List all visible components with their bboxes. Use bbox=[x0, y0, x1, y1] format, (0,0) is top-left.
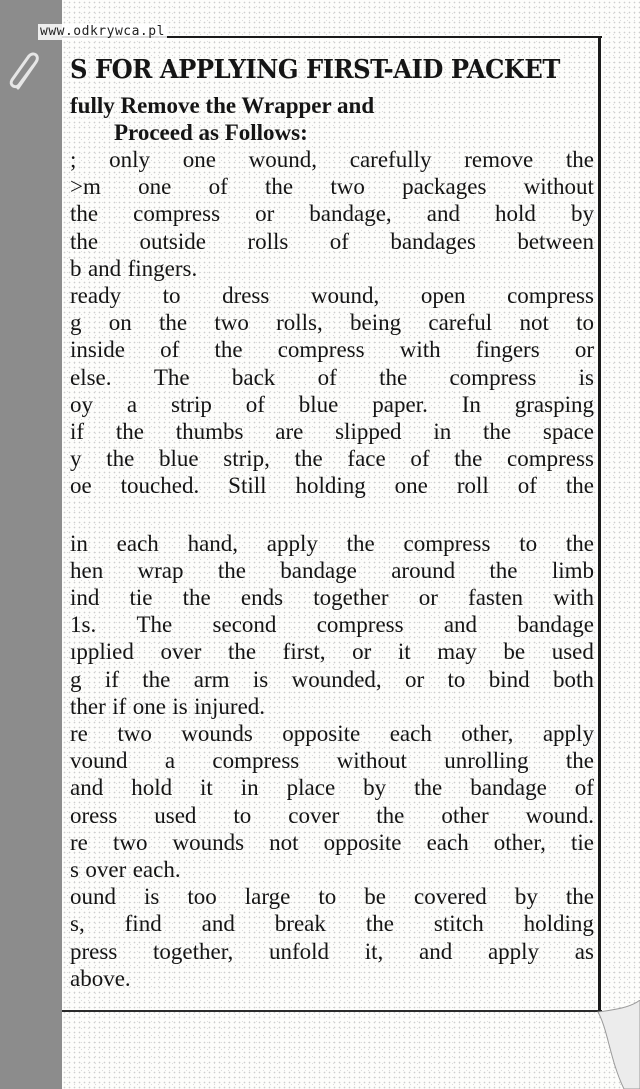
text-line: inside of the compress with fingers or bbox=[70, 337, 594, 363]
text-line: hen wrap the bandage around the limb bbox=[70, 557, 594, 583]
text-line: else. The back of the compress is bbox=[70, 364, 594, 390]
viewer-side-panel[interactable] bbox=[0, 0, 63, 1089]
text-line: in each hand, apply the compress to the bbox=[70, 530, 594, 556]
text-line: >m one of the two packages without bbox=[70, 174, 594, 200]
article-subtitle-line: Proceed as Follows: bbox=[114, 120, 308, 145]
text-line: s, find and break the stitch holding bbox=[70, 911, 594, 937]
paragraph-2 bbox=[70, 530, 594, 992]
text-line: if the thumbs are slipped in the space bbox=[70, 419, 594, 445]
text-line: press together, unfold it, and apply as bbox=[70, 938, 594, 964]
text-line: oress used to cover the other wound. bbox=[70, 802, 594, 828]
text-line: ; only one wound, carefully remove the bbox=[70, 147, 594, 172]
page-curl bbox=[590, 1000, 640, 1089]
text-line: ther if one is injured. bbox=[70, 693, 266, 719]
text-line: y the blue strip, the face of the compress bbox=[70, 446, 594, 472]
column-gap bbox=[70, 500, 594, 530]
text-line: s over each. bbox=[70, 857, 181, 883]
text-line: the compress or bandage, and hold by bbox=[70, 201, 594, 227]
text-line: above. bbox=[70, 965, 131, 991]
text-line: ound is too large to be covered by the bbox=[70, 884, 594, 910]
text-line: ready to dress wound, open compress bbox=[70, 283, 594, 309]
article-text bbox=[70, 48, 594, 992]
paperclip-icon[interactable] bbox=[6, 48, 46, 94]
text-line: g on the two rolls, being careful not to bbox=[70, 310, 594, 336]
text-line: vound a compress without unrolling the bbox=[70, 748, 594, 774]
frame-border-right bbox=[598, 36, 601, 1011]
text-line: g if the arm is wounded, or to bind both bbox=[70, 666, 594, 692]
text-line: oe touched. Still holding one roll of the bbox=[70, 473, 594, 499]
frame-border-bottom bbox=[62, 1010, 602, 1012]
text-line: re two wounds opposite each other, apply bbox=[70, 721, 594, 747]
paragraph-1 bbox=[70, 146, 594, 500]
text-line: the outside rolls of bandages between bbox=[70, 228, 594, 254]
text-line: 1s. The second compress and bandage bbox=[70, 612, 594, 638]
text-line: re two wounds not opposite each other, tie bbox=[70, 829, 594, 855]
watermark: www.odkrywca.pl bbox=[40, 24, 165, 39]
article-subtitle-line: fully Remove the Wrapper and bbox=[70, 93, 375, 118]
text-line: and hold it in place by the bandage of bbox=[70, 775, 594, 801]
text-line: oy a strip of blue paper. In grasping bbox=[70, 391, 594, 417]
text-line: ind tie the ends together or fasten with bbox=[70, 585, 594, 611]
text-line: ıpplied over the first, or it may be used bbox=[70, 639, 594, 665]
article-title: S FOR APPLYING FIRST-AID PACKET bbox=[70, 55, 560, 85]
text-line: b and fingers. bbox=[70, 255, 198, 281]
